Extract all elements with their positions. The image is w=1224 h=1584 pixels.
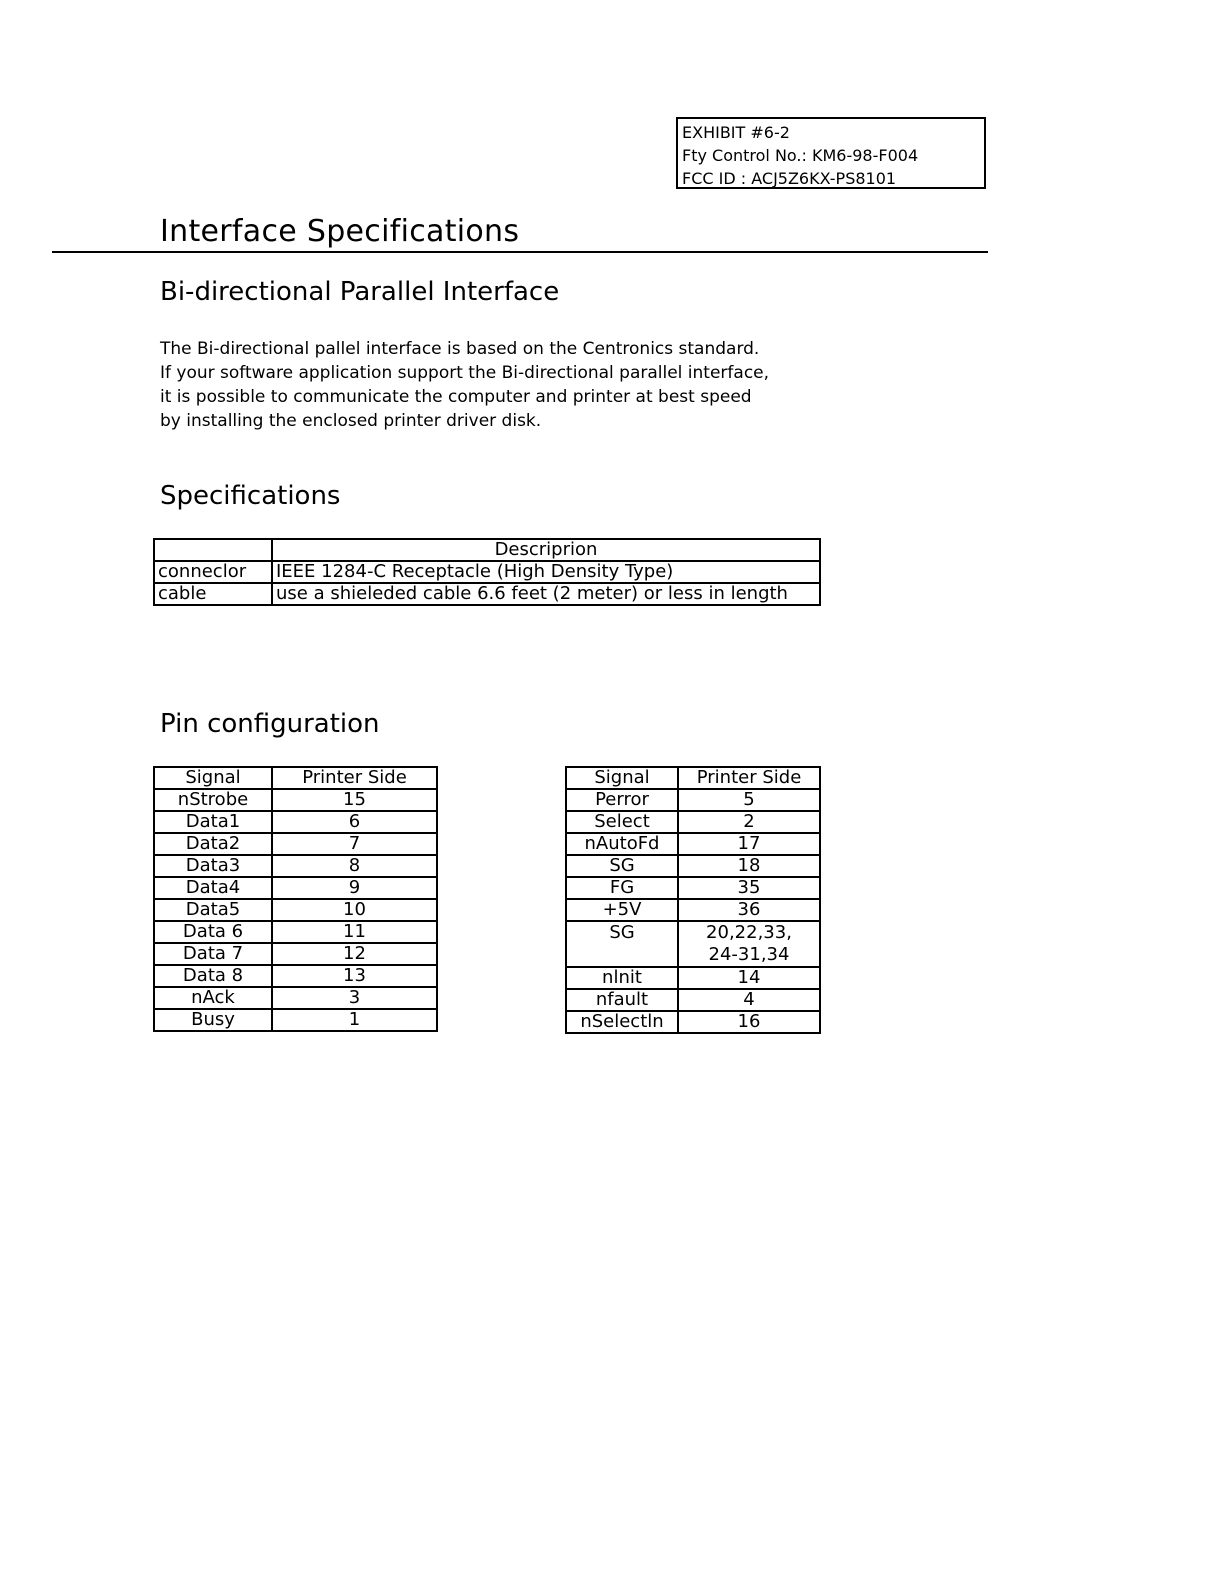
table-row (566, 811, 820, 833)
pin-cell: 6 (272, 811, 437, 833)
signal-cell: Data 8 (154, 965, 272, 987)
signal-cell: Data1 (154, 811, 272, 833)
header-cell-signal: Signal (566, 767, 678, 789)
spec-label: cable (154, 583, 272, 605)
intro-line: The Bi-directional pallel interface is based on the Centronics standard. (160, 339, 760, 359)
intro-line: it is possible to communicate the computer and printer at best speed (160, 387, 752, 407)
signal-cell: nStrobe (154, 789, 272, 811)
table-row (566, 833, 820, 855)
table-header-row (154, 539, 820, 561)
pin-table-right (565, 766, 821, 1034)
exhibit-number: EXHIBIT #6-2 (682, 123, 790, 142)
table-row (566, 899, 820, 921)
intro-line: by installing the enclosed printer driver disk. (160, 411, 542, 431)
table-row (566, 855, 820, 877)
table-row (154, 965, 437, 987)
table-row (566, 921, 820, 967)
header-cell-printer-side: Printer Side (272, 767, 437, 789)
pin-configuration-heading: Pin configuration (160, 709, 380, 739)
pin-cell: 18 (678, 855, 820, 877)
table-row (566, 789, 820, 811)
table-row (154, 833, 437, 855)
table-row (566, 989, 820, 1011)
table-row (154, 987, 437, 1009)
pin-cell: 2 (678, 811, 820, 833)
intro-line: If your software application support the Bi-directional parallel interface, (160, 363, 770, 383)
exhibit-box (676, 117, 986, 189)
signal-cell: Data2 (154, 833, 272, 855)
pin-cell: 1 (272, 1009, 437, 1031)
table-header-row (154, 767, 437, 789)
pin-cell: 7 (272, 833, 437, 855)
signal-cell: Select (566, 811, 678, 833)
signal-cell: Perror (566, 789, 678, 811)
signal-cell: nAutoFd (566, 833, 678, 855)
signal-cell: Busy (154, 1009, 272, 1031)
table-row (154, 1009, 437, 1031)
pin-cell: 13 (272, 965, 437, 987)
table-row (154, 583, 820, 605)
table-row (154, 921, 437, 943)
signal-cell: nSelectln (566, 1011, 678, 1033)
pin-cell: 36 (678, 899, 820, 921)
table-row (154, 877, 437, 899)
pin-value-line: 20,22,33, (706, 922, 792, 943)
header-cell-description: Descriprion (272, 539, 820, 561)
pin-cell: 35 (678, 877, 820, 899)
specifications-heading: Specifications (160, 481, 341, 511)
pin-cell: 14 (678, 967, 820, 989)
table-header-row (566, 767, 820, 789)
signal-cell: Data 6 (154, 921, 272, 943)
pin-value-line: 24-31,34 (708, 944, 790, 965)
signal-cell: nfault (566, 989, 678, 1011)
signal-cell: Data3 (154, 855, 272, 877)
table-row (154, 943, 437, 965)
table-row (566, 967, 820, 989)
page-title: Interface Specifications (160, 214, 520, 249)
fcc-id: FCC ID : ACJ5Z6KX-PS8101 (682, 169, 897, 188)
spec-value: IEEE 1284-C Receptacle (High Density Type) (272, 561, 820, 583)
pin-cell: 4 (678, 989, 820, 1011)
pin-cell: 12 (272, 943, 437, 965)
pin-cell (678, 921, 820, 967)
pin-table-left (153, 766, 438, 1032)
pin-cell: 8 (272, 855, 437, 877)
spec-value: use a shieleded cable 6.6 feet (2 meter) or less in length (272, 583, 820, 605)
pin-cell: 10 (272, 899, 437, 921)
title-divider (52, 251, 988, 253)
specifications-table (153, 538, 821, 606)
header-cell-printer-side: Printer Side (678, 767, 820, 789)
signal-cell: Data 7 (154, 943, 272, 965)
table-row (154, 561, 820, 583)
pin-cell: 3 (272, 987, 437, 1009)
spec-label: conneclor (154, 561, 272, 583)
header-cell (154, 539, 272, 561)
section-subtitle: Bi-directional Parallel Interface (160, 277, 560, 307)
pin-cell: 5 (678, 789, 820, 811)
signal-cell: nAck (154, 987, 272, 1009)
signal-cell: Data5 (154, 899, 272, 921)
pin-cell: 16 (678, 1011, 820, 1033)
table-row (154, 855, 437, 877)
signal-cell: FG (566, 877, 678, 899)
signal-cell: SG (566, 855, 678, 877)
signal-cell: +5V (566, 899, 678, 921)
factory-control-number: Fty Control No.: KM6-98-F004 (682, 146, 919, 165)
pin-cell: 11 (272, 921, 437, 943)
signal-cell: Data4 (154, 877, 272, 899)
table-row (566, 877, 820, 899)
table-row (566, 1011, 820, 1033)
pin-cell: 9 (272, 877, 437, 899)
table-row (154, 811, 437, 833)
signal-cell: SG (566, 921, 678, 967)
table-row (154, 789, 437, 811)
pin-cell: 17 (678, 833, 820, 855)
intro-paragraph (160, 337, 769, 433)
table-row (154, 899, 437, 921)
header-cell-signal: Signal (154, 767, 272, 789)
pin-cell: 15 (272, 789, 437, 811)
signal-cell: nlnit (566, 967, 678, 989)
